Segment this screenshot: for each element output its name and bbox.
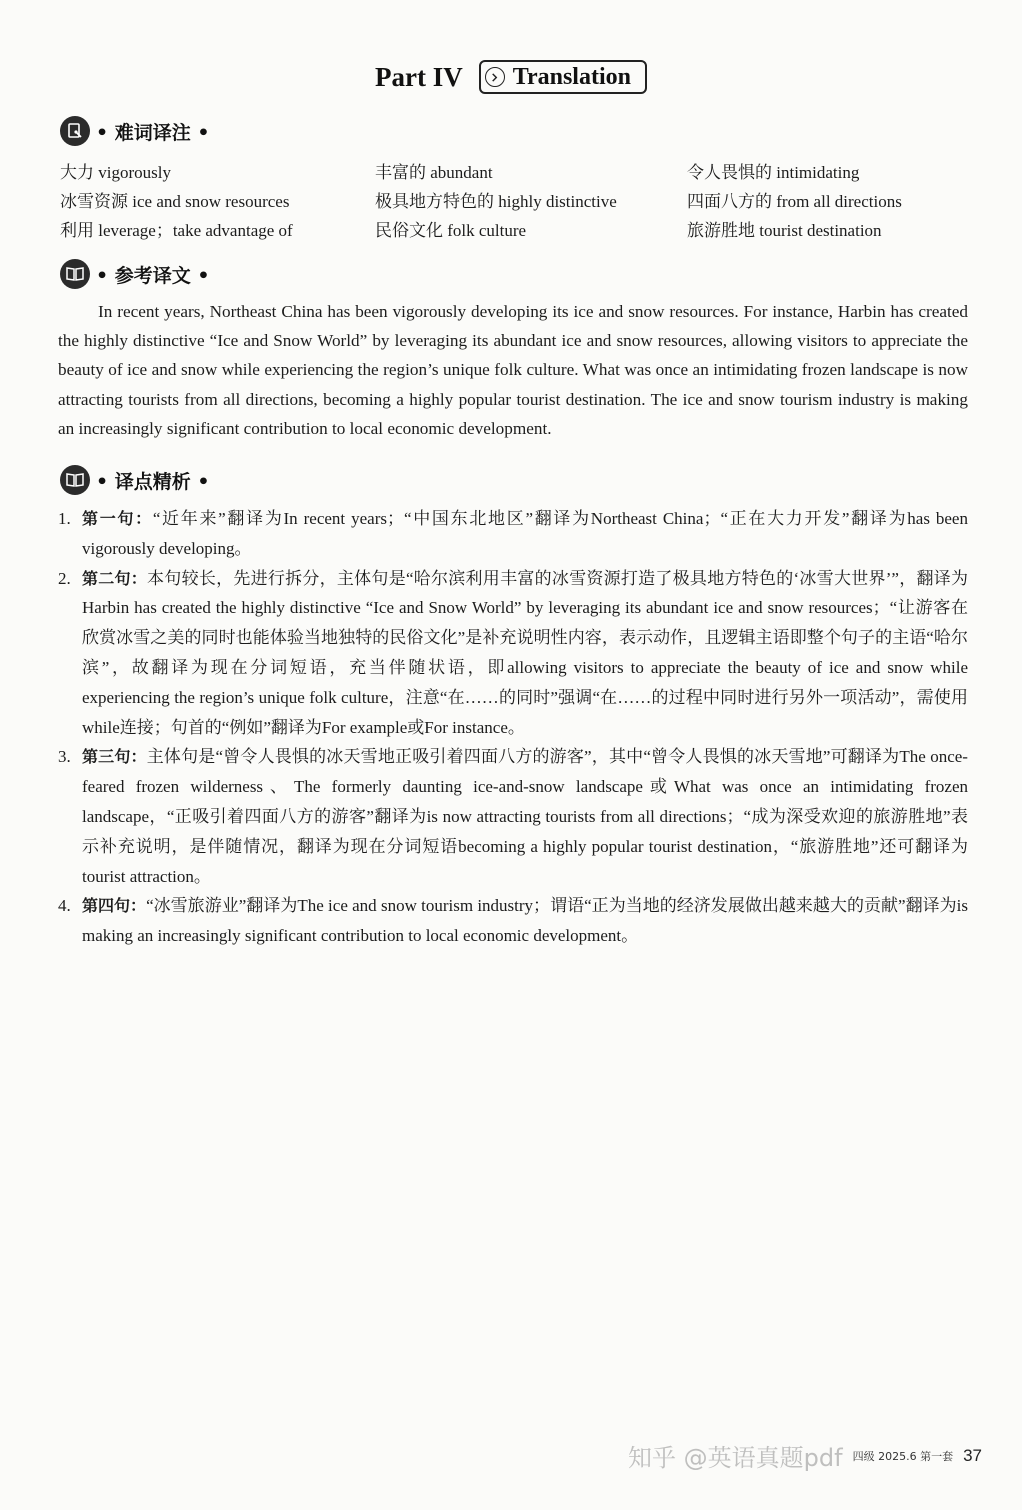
- vocab-table: [60, 156, 960, 243]
- item-number: 2.: [58, 568, 71, 588]
- section-title: Translation: [512, 63, 631, 90]
- vocab-item: 利用 leverage；take advantage of: [60, 221, 293, 240]
- analysis-list: [58, 504, 968, 951]
- vocab-row: [60, 214, 960, 243]
- item-label: 第四句：: [82, 896, 147, 916]
- vocab-row: [60, 185, 960, 214]
- chevron-right-icon: [485, 67, 505, 87]
- analysis-section-header: [60, 465, 210, 495]
- analysis-item: [58, 891, 968, 951]
- vocab-item: 四面八方的 from all directions: [687, 192, 902, 211]
- reference-section-title: • 参考译文 •: [96, 264, 210, 287]
- item-number: 4.: [58, 896, 71, 916]
- watermark: 知乎 @英语真题pdf: [628, 1444, 843, 1472]
- reference-translation: In recent years, Northeast China has been vigorously developing its ice and snow resources. For instance, Harbin has created the highly distinctive “Ice and Snow World” by leveraging its abundant ice and snow resources, allowing visitors to appreciate the beauty of ice and snow while experiencing the region’s unique folk culture. What was once an intimidating frozen landscape is now attracting tourists from all directions, becoming a highly popular tourist destination. The ice and snow tourism industry is making an increasingly significant contribution to local economic development.: [58, 302, 968, 438]
- item-label: 第二句：: [82, 568, 148, 588]
- book-icon: [60, 465, 90, 495]
- item-number: 3.: [58, 747, 71, 767]
- reference-section-header: [60, 259, 210, 289]
- item-label: 第三句：: [82, 747, 147, 767]
- analysis-section-title: • 译点精析 •: [96, 470, 210, 493]
- item-text: “冰雪旅游业”翻译为The ice and snow tourism industry；谓语“正为当地的经济发展做出越来越大的贡献”翻译为is making an increasingly significant contribution to local economic development。: [82, 896, 968, 946]
- analysis-item: [58, 564, 968, 743]
- vocab-item: 极具地方特色的 highly distinctive: [375, 192, 617, 211]
- vocab-item: 民俗文化 folk culture: [375, 221, 527, 240]
- vocab-item: 令人畏惧的 intimidating: [687, 163, 860, 182]
- vocab-item: 冰雪资源 ice and snow resources: [60, 192, 290, 211]
- note-icon: [60, 116, 90, 146]
- title-box: [479, 60, 647, 94]
- item-text: 主体句是“曾令人畏惧的冰天雪地正吸引着四面八方的游客”，其中“曾令人畏惧的冰天雪地”可翻译为The once-feared frozen wilderness、The formerly daunting ice-and-snow landscape或What was once an intimidating frozen landscape，“正吸引着四面八方的游客”翻译为is now attracting tourists from all directions；“成为深受欢迎的旅游胜地”表示补充说明，是伴随情况，翻译为现在分词短语becoming a highly popular tourist destination，“旅游胜地”还可翻译为tourist attraction。: [82, 747, 968, 886]
- item-label: 第一句：: [82, 509, 153, 528]
- vocab-section-header: [60, 116, 210, 146]
- vocab-row: [60, 156, 960, 185]
- page-footer: [628, 1438, 982, 1473]
- item-text: 本句较长，先进行拆分，主体句是“哈尔滨利用丰富的冰雪资源打造了极具地方特色的‘冰雪大世界’”，翻译为Harbin has created the highly distinctive “Ice and Snow World” by leveraging its abundant ice and snow resources；“让游客在欣赏冰雪之美的同时也能体验当地独特的民俗文化”是补充说明性内容，表示动作，且逻辑主语即整个句子的主语“哈尔滨”，故翻译为现在分词短语，充当伴随状语，即allowing visitors to appreciate the beauty of ice and snow while experiencing the region’s unique folk culture，注意“在……的同时”强调“在……的过程中同时进行另外一项活动”，需使用while连接；句首的“例如”翻译为For example或For instance。: [82, 568, 968, 737]
- vocab-item: 丰富的 abundant: [375, 163, 493, 182]
- vocab-item: 大力 vigorously: [60, 163, 171, 182]
- analysis-item: [58, 742, 968, 891]
- page-number: 37: [963, 1445, 982, 1465]
- vocab-item: 旅游胜地 tourist destination: [687, 221, 882, 240]
- item-number: 1.: [58, 509, 71, 528]
- journal-label: 四级 2025.6 第一套: [852, 1449, 954, 1463]
- book-icon: [60, 259, 90, 289]
- page-title: [0, 60, 1022, 94]
- part-label: Part IV: [375, 61, 463, 92]
- analysis-item: [58, 504, 968, 564]
- vocab-section-title: • 难词译注 •: [96, 121, 210, 144]
- item-text: “近年来”翻译为In recent years；“中国东北地区”翻译为Northeast China；“正在大力开发”翻译为has been vigorously developing。: [82, 509, 968, 558]
